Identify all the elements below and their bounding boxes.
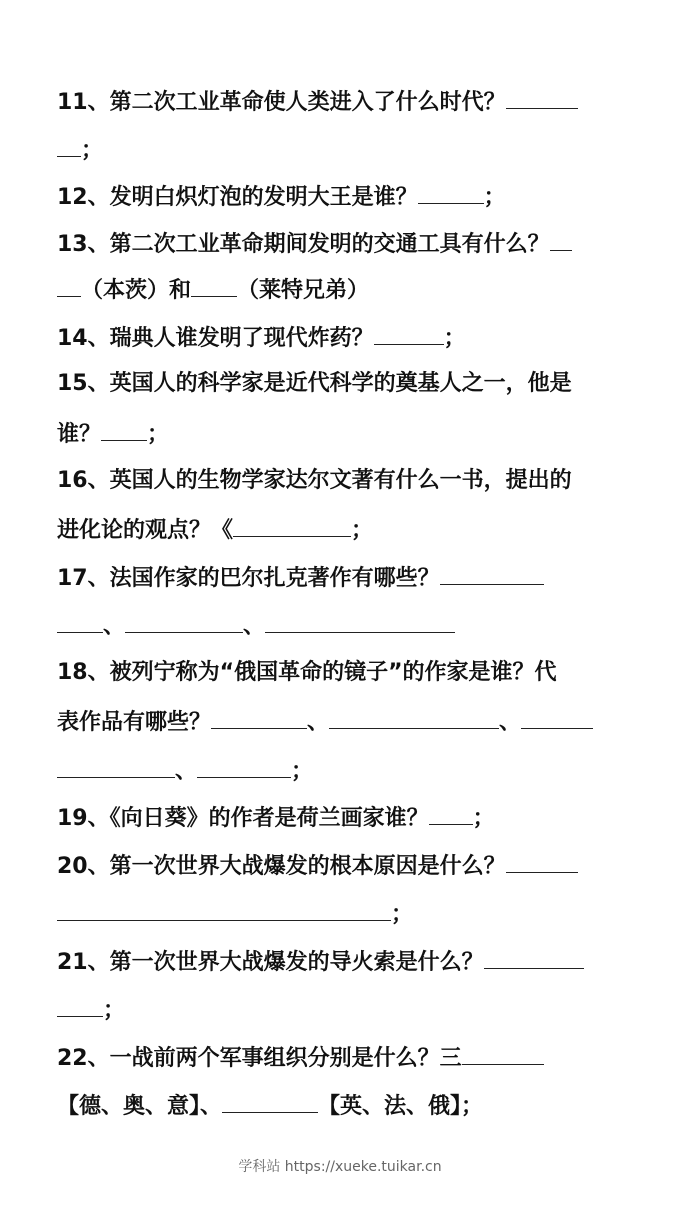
- question-18-line-1: [57, 658, 557, 688]
- question-21-line-2: ；: [57, 994, 125, 1024]
- question-14-line: 14、瑞典人谁发明了现代炸药？ ；: [57, 322, 466, 352]
- answer-blank[interactable]: [233, 514, 351, 537]
- answer-blank[interactable]: [125, 610, 243, 633]
- answer-blank[interactable]: [197, 755, 291, 778]
- answer-blank[interactable]: [222, 1090, 318, 1113]
- question-11-text: 11、第二次工业革命使人类进入了什么时代？: [57, 90, 506, 115]
- answer-blank[interactable]: [101, 418, 147, 441]
- question-19-text: 19、《向日葵》的作者是荷兰画家谁？: [57, 806, 429, 831]
- question-16-line-1: [57, 466, 572, 496]
- question-20-text: 20、第一次世界大战爆发的根本原因是什么？: [57, 854, 506, 879]
- answer-blank[interactable]: [506, 850, 578, 873]
- question-16-line-2: 进化论的观点？《 ；: [57, 514, 373, 544]
- question-14-text: 14、瑞典人谁发明了现代炸药？: [57, 326, 374, 351]
- question-20-line-1: [57, 850, 578, 880]
- answer-blank[interactable]: [429, 802, 473, 825]
- answer-blank[interactable]: [440, 562, 544, 585]
- question-18-line-2: 表作品有哪些？ 、 、: [57, 706, 593, 736]
- question-12-text: 12、发明白炽灯泡的发明大王是谁？: [57, 185, 418, 210]
- question-11-line-2: ；: [57, 134, 103, 164]
- question-17-text: 17、法国作家的巴尔扎克著作有哪些？: [57, 566, 440, 591]
- question-11-line-1: [57, 86, 578, 116]
- question-18-line-3: 、 ；: [57, 755, 313, 785]
- answer-blank[interactable]: [57, 134, 81, 157]
- question-20-line-2: ；: [57, 898, 413, 928]
- question-22-text: 22、一战前两个军事组织分别是什么？三: [57, 1046, 462, 1071]
- question-13-line-2: （本茨）和 （莱特兄弟）: [57, 274, 369, 304]
- question-17-line-1: [57, 562, 544, 592]
- question-18-text: 18、被列宁称为“俄国革命的镜子”的作家是谁？代: [57, 660, 557, 685]
- question-12-line: 12、发明白炽灯泡的发明大王是谁？ ；: [57, 181, 506, 211]
- answer-blank[interactable]: [484, 946, 584, 969]
- answer-blank[interactable]: [57, 994, 103, 1017]
- question-19-line: 19、《向日葵》的作者是荷兰画家谁？ ；: [57, 802, 495, 832]
- answer-blank[interactable]: [57, 898, 391, 921]
- answer-blank[interactable]: [550, 228, 572, 251]
- answer-blank[interactable]: [191, 274, 237, 297]
- answer-blank[interactable]: [521, 706, 593, 729]
- question-17-line-2: 、 、: [57, 610, 455, 640]
- answer-blank[interactable]: [57, 610, 103, 633]
- answer-blank[interactable]: [211, 706, 307, 729]
- answer-blank[interactable]: [57, 274, 81, 297]
- answer-blank[interactable]: [57, 755, 175, 778]
- question-21-line-1: [57, 946, 584, 976]
- answer-blank[interactable]: [374, 322, 444, 345]
- question-16-text: 16、英国人的生物学家达尔文著有什么一书，提出的: [57, 468, 572, 493]
- answer-blank[interactable]: [506, 86, 578, 109]
- question-21-text: 21、第一次世界大战爆发的导火索是什么？: [57, 950, 484, 975]
- question-15-line-1: [57, 369, 572, 399]
- question-15-line-2: 谁？ ；: [57, 418, 169, 448]
- answer-blank[interactable]: [329, 706, 499, 729]
- question-13-line-1: [57, 228, 572, 258]
- footer-watermark: 学科站 https://xueke.tuikar.cn: [238, 1159, 442, 1175]
- question-22-line-2: 【德、奥、意】、 【英、法、俄】；: [57, 1090, 483, 1120]
- question-13-text: 13、第二次工业革命期间发明的交通工具有什么？: [57, 232, 550, 257]
- question-22-line-1: [57, 1042, 544, 1072]
- answer-blank[interactable]: [265, 610, 455, 633]
- question-15-text: 15、英国人的科学家是近代科学的奠基人之一，他是: [57, 371, 572, 396]
- answer-blank[interactable]: [418, 181, 484, 204]
- answer-blank[interactable]: [462, 1042, 544, 1065]
